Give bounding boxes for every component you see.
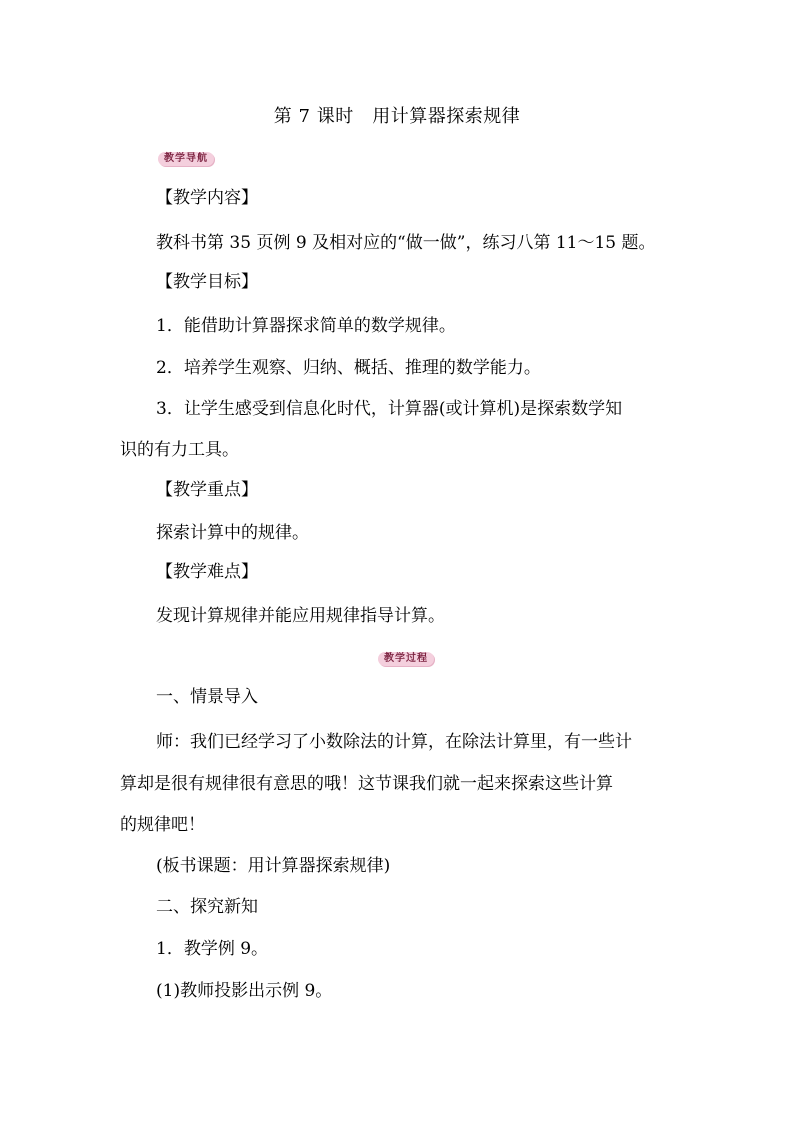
part1-line-3: 的规律吧！ — [120, 815, 205, 835]
step-1-sub: (1)教师投影出示例 9。 — [156, 981, 333, 1001]
goal-3-line-2: 识的有力工具。 — [120, 440, 239, 460]
step-1: 1．教学例 9。 — [156, 939, 269, 959]
teaching-process-badge: 教学过程 — [378, 652, 434, 666]
part1-heading: 一、情景导入 — [156, 687, 258, 707]
key-heading: 【教学重点】 — [156, 480, 258, 500]
content-heading: 【教学内容】 — [156, 188, 258, 208]
part1-line-1: 师：我们已经学习了小数除法的计算，在除法计算里，有一些计 — [156, 732, 632, 752]
teaching-navigation-badge: 教学导航 — [158, 152, 214, 166]
content-text: 教科书第 35 页例 9 及相对应的“做一做”，练习八第 11～15 题。 — [156, 233, 656, 253]
goal-2: 2．培养学生观察、归纳、概括、推理的数学能力。 — [156, 358, 541, 378]
goals-heading: 【教学目标】 — [156, 272, 258, 292]
goal-1: 1．能借助计算器探求简单的数学规律。 — [156, 316, 456, 336]
part1-line-2: 算却是很有规律很有意思的哦！这节课我们就一起来探索这些计算 — [120, 774, 613, 794]
difficulty-text: 发现计算规律并能应用规律指导计算。 — [156, 606, 445, 626]
goal-3-line-1: 3．让学生感受到信息化时代，计算器(或计算机)是探索数学知 — [156, 399, 623, 419]
difficulty-heading: 【教学难点】 — [156, 562, 258, 582]
key-text: 探索计算中的规律。 — [156, 523, 309, 543]
page-title: 第 7 课时 用计算器探索规律 — [273, 106, 521, 127]
part2-heading: 二、探究新知 — [156, 897, 258, 917]
board-note: (板书课题：用计算器探索规律) — [156, 856, 391, 876]
